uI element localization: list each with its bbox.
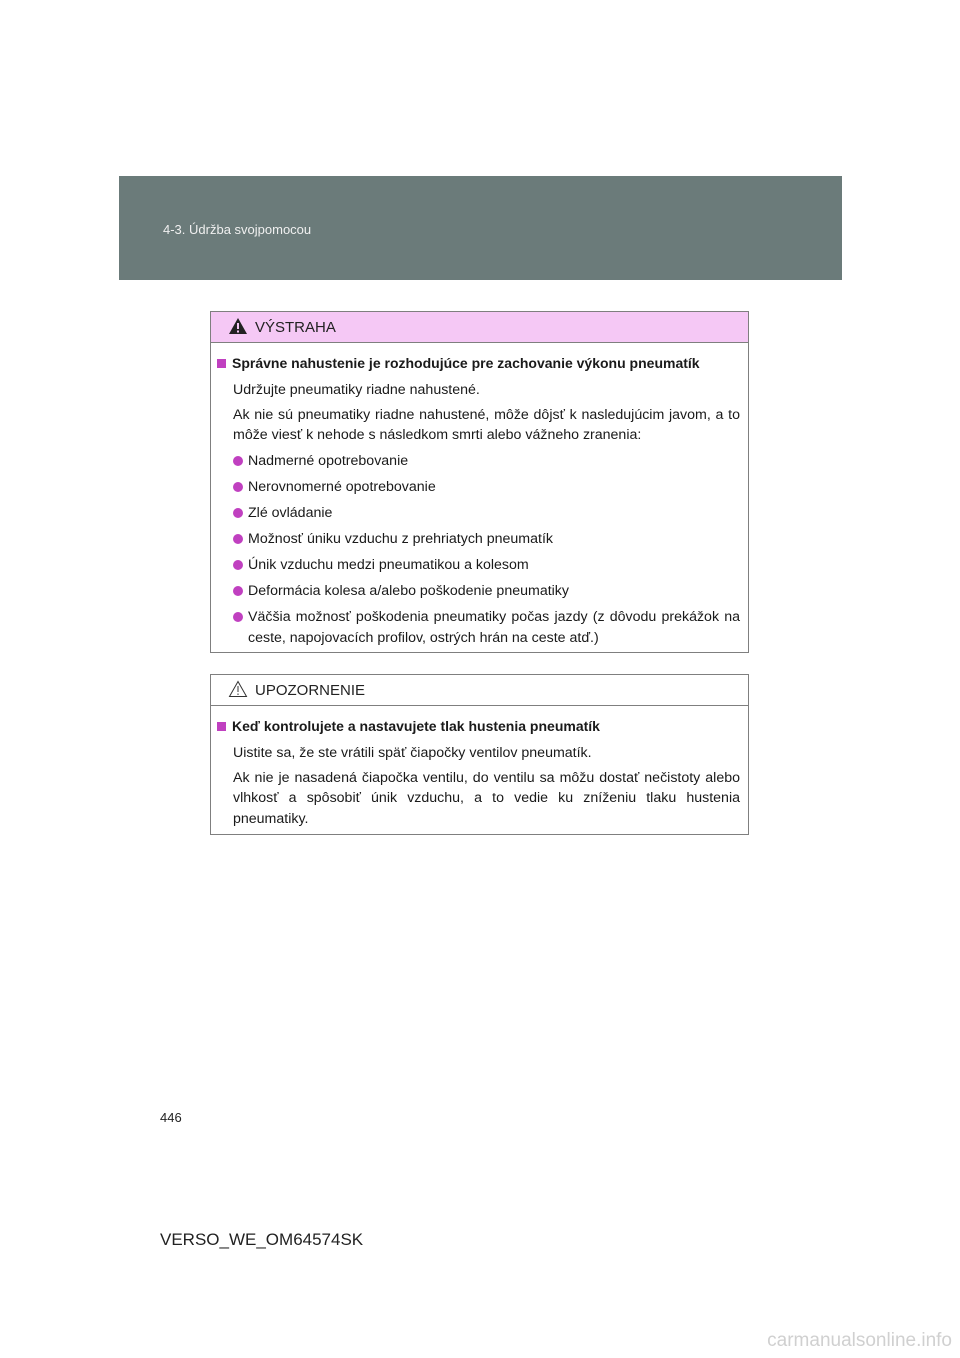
bullet-dot-icon — [233, 534, 243, 544]
caution-triangle-icon — [228, 680, 248, 698]
warning-box — [210, 311, 749, 653]
warning-subheading-text: Správne nahustenie je rozhodujúce pre zachovanie výkonu pneumatík — [232, 355, 700, 371]
bullet-dot-icon — [233, 508, 243, 518]
warning-title: VÝSTRAHA — [255, 319, 336, 336]
list-item: Väčšia možnosť poškodenia pneumatiky počas jazdy (z dôvodu prekážok na ceste, napojovacích profilov, ostrých hrán na ceste atď.) — [217, 607, 740, 648]
list-item: Nadmerné opotrebovanie — [217, 451, 740, 472]
square-bullet-icon — [217, 359, 226, 368]
page-number: 446 — [160, 1110, 182, 1125]
document-code: VERSO_WE_OM64574SK — [160, 1230, 364, 1249]
list-item: Zlé ovládanie — [217, 503, 740, 524]
warning-triangle-icon — [228, 317, 248, 335]
caution-title: UPOZORNENIE — [255, 682, 366, 699]
watermark: carmanualsonline.info — [767, 1330, 952, 1351]
bullet-dot-icon — [233, 560, 243, 570]
list-item: Možnosť úniku vzduchu z prehriatych pneumatík — [217, 529, 740, 550]
bullet-dot-icon — [233, 586, 243, 596]
bullet-dot-icon — [233, 612, 243, 622]
warning-paragraph: Udržujte pneumatiky riadne nahustené. — [233, 382, 480, 398]
warning-paragraph: Ak nie sú pneumatiky riadne nahustené, môže dôjsť k nasledujúcim javom, a to môže viesť k nehode s následkom smrti alebo vážneho zranenia: — [233, 406, 740, 443]
caution-paragraph: Uistite sa, že ste vrátili späť čiapočky ventilov pneumatík. — [233, 745, 592, 761]
list-item: Nerovnomerné opotrebovanie — [217, 477, 740, 498]
warning-header — [211, 312, 748, 343]
header-band — [119, 176, 842, 280]
section-label: 4-3. Údržba svojpomocou — [163, 222, 312, 237]
list-item: Únik vzduchu medzi pneumatikou a kolesom — [217, 555, 740, 576]
caution-header — [211, 675, 748, 706]
bullet-dot-icon — [233, 482, 243, 492]
list-item: Deformácia kolesa a/alebo poškodenie pneumatiky — [217, 581, 740, 602]
caution-box — [210, 674, 749, 835]
caution-paragraph: Ak nie je nasadená čiapočka ventilu, do ventilu sa môžu dostať nečistoty alebo vlhkosť a spôsobiť únik vzduchu, a to vedie ku zníženiu tlaku hustenia pneumatiky. — [233, 769, 740, 827]
warning-subheading — [217, 355, 740, 371]
bullet-dot-icon — [233, 456, 243, 466]
square-bullet-icon — [217, 722, 226, 731]
caution-subheading-text: Keď kontrolujete a nastavujete tlak hustenia pneumatík — [232, 718, 600, 734]
caution-subheading — [217, 718, 740, 734]
